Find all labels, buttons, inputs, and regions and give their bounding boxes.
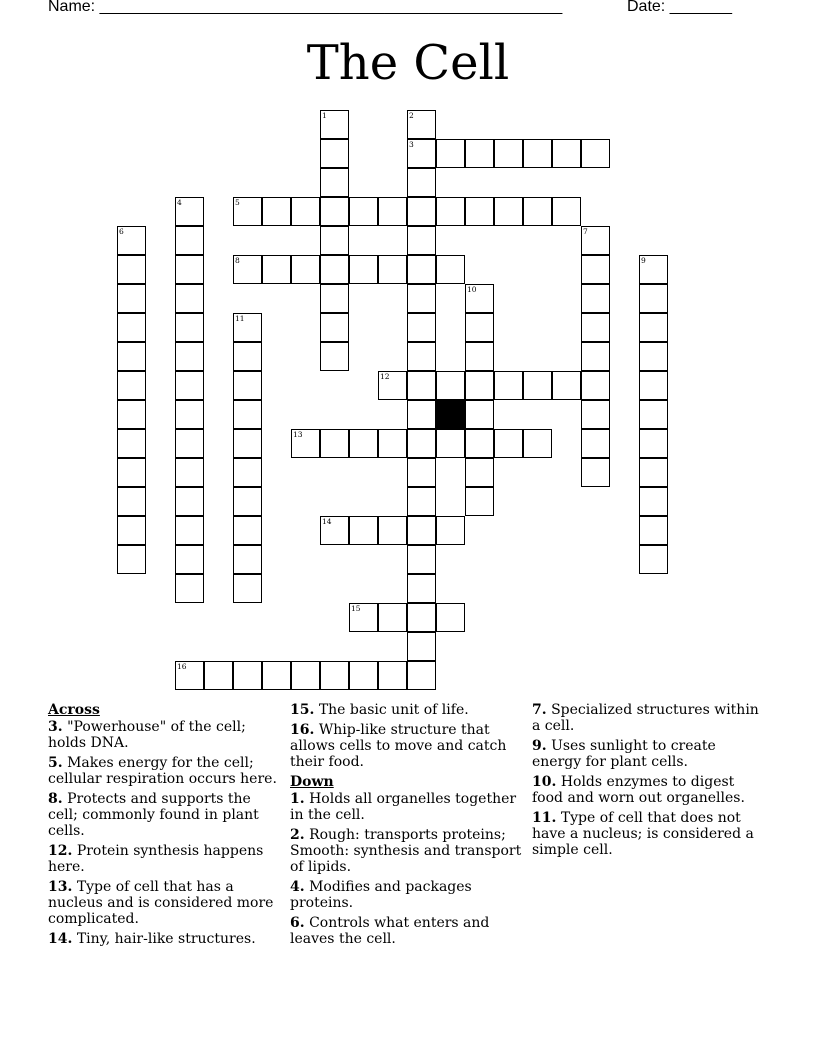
clue-across-16 — [290, 722, 522, 770]
blocked-square — [436, 400, 465, 429]
grid-cell[interactable] — [320, 284, 349, 313]
grid-cell[interactable] — [175, 661, 204, 690]
clue-across-8 — [48, 791, 284, 839]
grid-cell[interactable] — [581, 313, 610, 342]
grid-cell[interactable] — [233, 313, 262, 342]
clue-number: 2. — [290, 827, 305, 843]
grid-cell[interactable] — [349, 603, 378, 632]
grid-cell[interactable] — [320, 139, 349, 168]
grid-cell[interactable] — [175, 429, 204, 458]
grid-cell[interactable] — [320, 110, 349, 139]
grid-cell[interactable] — [407, 487, 436, 516]
grid-cell[interactable] — [552, 197, 581, 226]
grid-cell[interactable] — [523, 429, 552, 458]
grid-cell[interactable] — [494, 197, 523, 226]
grid-cell[interactable] — [320, 429, 349, 458]
clue-number-label: 3 — [409, 140, 414, 149]
clue-number-label: 8 — [235, 256, 240, 265]
grid-cell[interactable] — [175, 545, 204, 574]
grid-cell[interactable] — [233, 197, 262, 226]
grid-cell[interactable] — [175, 458, 204, 487]
grid-cell[interactable] — [320, 516, 349, 545]
grid-cell[interactable] — [117, 458, 146, 487]
grid-cell[interactable] — [117, 371, 146, 400]
clue-across-15 — [290, 702, 522, 718]
clue-number: 10. — [532, 774, 557, 790]
clue-text: Protein synthesis happens here. — [48, 843, 264, 875]
clue-number-label: 13 — [293, 430, 303, 439]
grid-cell[interactable] — [465, 429, 494, 458]
grid-cell[interactable] — [204, 661, 233, 690]
grid-cell[interactable] — [291, 661, 320, 690]
clue-number-label: 6 — [119, 227, 124, 236]
clue-number-label: 16 — [177, 662, 187, 671]
grid-cell[interactable] — [407, 168, 436, 197]
grid-cell[interactable] — [175, 284, 204, 313]
clue-number-label: 15 — [351, 604, 361, 613]
grid-cell[interactable] — [320, 197, 349, 226]
grid-cell[interactable] — [407, 313, 436, 342]
date-field[interactable]: Date: _______ — [627, 0, 732, 15]
grid-cell[interactable] — [639, 313, 668, 342]
grid-cell[interactable] — [407, 603, 436, 632]
grid-cell[interactable] — [378, 429, 407, 458]
clue-text: Controls what enters and leaves the cell. — [290, 915, 490, 947]
clue-across-13 — [48, 879, 284, 927]
grid-cell[interactable] — [465, 371, 494, 400]
grid-cell[interactable] — [407, 661, 436, 690]
clue-text: Specialized structures within a cell. — [532, 702, 759, 734]
grid-cell[interactable] — [262, 197, 291, 226]
grid-cell[interactable] — [639, 284, 668, 313]
clue-text: Tiny, hair-like structures. — [76, 931, 256, 947]
grid-cell[interactable] — [407, 429, 436, 458]
grid-cell[interactable] — [581, 371, 610, 400]
grid-cell[interactable] — [117, 342, 146, 371]
clue-number: 5. — [48, 755, 63, 771]
grid-cell[interactable] — [494, 371, 523, 400]
grid-cell[interactable] — [233, 429, 262, 458]
grid-cell[interactable] — [407, 110, 436, 139]
grid-cell[interactable] — [233, 574, 262, 603]
clue-text: Type of cell that does not have a nucleus; is considered a simple cell. — [532, 810, 754, 858]
grid-cell[interactable] — [117, 284, 146, 313]
grid-cell[interactable] — [523, 197, 552, 226]
clue-across-12 — [48, 843, 284, 875]
grid-cell[interactable] — [233, 342, 262, 371]
grid-cell[interactable] — [436, 197, 465, 226]
clue-across-5 — [48, 755, 284, 787]
grid-cell[interactable] — [407, 400, 436, 429]
grid-cell[interactable] — [349, 661, 378, 690]
grid-cell[interactable] — [639, 429, 668, 458]
clue-number-label: 4 — [177, 198, 182, 207]
grid-cell[interactable] — [320, 342, 349, 371]
grid-cell[interactable] — [233, 458, 262, 487]
grid-cell[interactable] — [436, 255, 465, 284]
grid-cell[interactable] — [523, 139, 552, 168]
grid-cell[interactable] — [407, 197, 436, 226]
clue-number: 8. — [48, 791, 63, 807]
clue-text: Uses sunlight to create energy for plant cells. — [532, 738, 716, 770]
grid-cell[interactable] — [291, 255, 320, 284]
clue-down-2 — [290, 827, 522, 875]
grid-cell[interactable] — [407, 284, 436, 313]
grid-cell[interactable] — [378, 516, 407, 545]
grid-cell[interactable] — [639, 516, 668, 545]
clue-text: Protects and supports the cell; commonly found in plant cells. — [48, 791, 259, 839]
grid-cell[interactable] — [465, 342, 494, 371]
down-heading: Down — [290, 774, 334, 790]
page-title: The Cell — [306, 35, 510, 91]
grid-cell[interactable] — [117, 400, 146, 429]
grid-cell[interactable] — [436, 516, 465, 545]
grid-cell[interactable] — [378, 661, 407, 690]
name-field[interactable]: Name: ____________________________________________________ — [48, 0, 563, 15]
grid-cell[interactable] — [465, 400, 494, 429]
grid-cell[interactable] — [262, 661, 291, 690]
clue-number-label: 12 — [380, 372, 390, 381]
grid-cell[interactable] — [436, 429, 465, 458]
clues-column-2 — [290, 700, 522, 951]
grid-cell[interactable] — [175, 487, 204, 516]
grid-cell[interactable] — [378, 371, 407, 400]
grid-cell[interactable] — [175, 574, 204, 603]
clue-number: 16. — [290, 722, 315, 738]
clue-down-10 — [532, 774, 766, 806]
clue-down-11 — [532, 810, 766, 858]
grid-cell[interactable] — [349, 255, 378, 284]
grid-cell[interactable] — [175, 371, 204, 400]
clue-text: Modifies and packages proteins. — [290, 879, 472, 911]
clue-number: 15. — [290, 702, 315, 718]
clue-number: 1. — [290, 791, 305, 807]
grid-cell[interactable] — [581, 342, 610, 371]
clue-number-label: 7 — [583, 227, 588, 236]
grid-cell[interactable] — [320, 313, 349, 342]
grid-cell[interactable] — [407, 255, 436, 284]
grid-cell[interactable] — [233, 516, 262, 545]
grid-cell[interactable] — [117, 255, 146, 284]
grid-cell[interactable] — [175, 197, 204, 226]
grid-cell[interactable] — [291, 197, 320, 226]
clue-text: Holds all organelles together in the cell. — [290, 791, 517, 823]
grid-cell[interactable] — [407, 545, 436, 574]
grid-cell[interactable] — [175, 255, 204, 284]
clue-across-14 — [48, 931, 284, 947]
grid-cell[interactable] — [581, 429, 610, 458]
clue-text: Makes energy for the cell; cellular respiration occurs here. — [48, 755, 277, 787]
grid-cell[interactable] — [117, 313, 146, 342]
grid-cell[interactable] — [581, 400, 610, 429]
clue-text: Type of cell that has a nucleus and is considered more complicated. — [48, 879, 274, 927]
grid-cell[interactable] — [639, 458, 668, 487]
grid-cell[interactable] — [117, 545, 146, 574]
clue-number-label: 11 — [235, 314, 245, 323]
clue-number: 4. — [290, 879, 305, 895]
grid-cell[interactable] — [349, 516, 378, 545]
clue-down-6 — [290, 915, 522, 947]
grid-cell[interactable] — [117, 429, 146, 458]
grid-cell[interactable] — [436, 371, 465, 400]
grid-cell[interactable] — [523, 371, 552, 400]
grid-cell[interactable] — [117, 226, 146, 255]
clue-number-label: 10 — [467, 285, 477, 294]
grid-cell[interactable] — [320, 226, 349, 255]
clue-text: "Powerhouse" of the cell; holds DNA. — [48, 719, 246, 751]
grid-cell[interactable] — [465, 284, 494, 313]
grid-cell[interactable] — [175, 342, 204, 371]
grid-cell[interactable] — [233, 545, 262, 574]
clue-text: Whip-like structure that allows cells to move and catch their food. — [290, 722, 507, 770]
clue-number: 11. — [532, 810, 557, 826]
clue-down-4 — [290, 879, 522, 911]
grid-cell[interactable] — [494, 139, 523, 168]
grid-cell[interactable] — [175, 313, 204, 342]
across-heading: Across — [48, 702, 100, 718]
clue-number: 13. — [48, 879, 73, 895]
clue-across-3 — [48, 719, 284, 751]
clue-number: 12. — [48, 843, 73, 859]
grid-cell[interactable] — [552, 139, 581, 168]
grid-cell[interactable] — [320, 661, 349, 690]
grid-cell[interactable] — [639, 371, 668, 400]
grid-cell[interactable] — [407, 342, 436, 371]
grid-cell[interactable] — [436, 139, 465, 168]
clue-number-label: 1 — [322, 111, 327, 120]
clue-text: The basic unit of life. — [318, 702, 469, 718]
grid-cell[interactable] — [639, 400, 668, 429]
grid-cell[interactable] — [320, 168, 349, 197]
clue-number: 7. — [532, 702, 547, 718]
grid-cell[interactable] — [407, 574, 436, 603]
grid-cell[interactable] — [233, 400, 262, 429]
grid-cell[interactable] — [320, 255, 349, 284]
grid-cell[interactable] — [581, 226, 610, 255]
grid-cell[interactable] — [407, 632, 436, 661]
grid-cell[interactable] — [407, 458, 436, 487]
grid-cell[interactable] — [233, 487, 262, 516]
grid-cell[interactable] — [407, 516, 436, 545]
grid-cell[interactable] — [465, 197, 494, 226]
clue-number: 14. — [48, 931, 73, 947]
grid-cell[interactable] — [552, 371, 581, 400]
grid-cell[interactable] — [465, 487, 494, 516]
grid-cell[interactable] — [581, 284, 610, 313]
grid-cell[interactable] — [262, 255, 291, 284]
clues-column-1 — [48, 700, 284, 951]
clue-number: 9. — [532, 738, 547, 754]
clue-number-label: 14 — [322, 517, 332, 526]
clues-column-3 — [532, 700, 766, 862]
clue-down-9 — [532, 738, 766, 770]
grid-cell[interactable] — [639, 487, 668, 516]
grid-cell[interactable] — [175, 516, 204, 545]
grid-cell[interactable] — [378, 197, 407, 226]
grid-cell[interactable] — [349, 197, 378, 226]
clue-down-1 — [290, 791, 522, 823]
grid-cell[interactable] — [639, 342, 668, 371]
grid-cell[interactable] — [407, 139, 436, 168]
grid-cell[interactable] — [407, 371, 436, 400]
clue-text: Rough: transports proteins; Smooth: synthesis and transport of lipids. — [290, 827, 522, 875]
grid-cell[interactable] — [378, 255, 407, 284]
clue-number-label: 2 — [409, 111, 414, 120]
grid-cell[interactable] — [494, 429, 523, 458]
grid-cell[interactable] — [233, 661, 262, 690]
clue-number: 6. — [290, 915, 305, 931]
grid-cell[interactable] — [465, 458, 494, 487]
clue-text: Holds enzymes to digest food and worn out organelles. — [532, 774, 745, 806]
grid-cell[interactable] — [117, 487, 146, 516]
grid-cell[interactable] — [175, 226, 204, 255]
clue-down-7 — [532, 702, 766, 734]
grid-cell[interactable] — [175, 400, 204, 429]
grid-cell[interactable] — [639, 255, 668, 284]
grid-cell[interactable] — [465, 313, 494, 342]
clue-number: 3. — [48, 719, 63, 735]
clue-number-label: 5 — [235, 198, 240, 207]
grid-cell[interactable] — [407, 226, 436, 255]
grid-cell[interactable] — [233, 255, 262, 284]
grid-cell[interactable] — [291, 429, 320, 458]
grid-cell[interactable] — [378, 603, 407, 632]
grid-cell[interactable] — [436, 603, 465, 632]
clue-number-label: 9 — [641, 256, 646, 265]
grid-cell[interactable] — [349, 429, 378, 458]
grid-cell[interactable] — [581, 255, 610, 284]
grid-cell[interactable] — [233, 371, 262, 400]
grid-cell[interactable] — [639, 545, 668, 574]
grid-cell[interactable] — [465, 139, 494, 168]
grid-cell[interactable] — [581, 458, 610, 487]
grid-cell[interactable] — [117, 516, 146, 545]
grid-cell[interactable] — [581, 139, 610, 168]
